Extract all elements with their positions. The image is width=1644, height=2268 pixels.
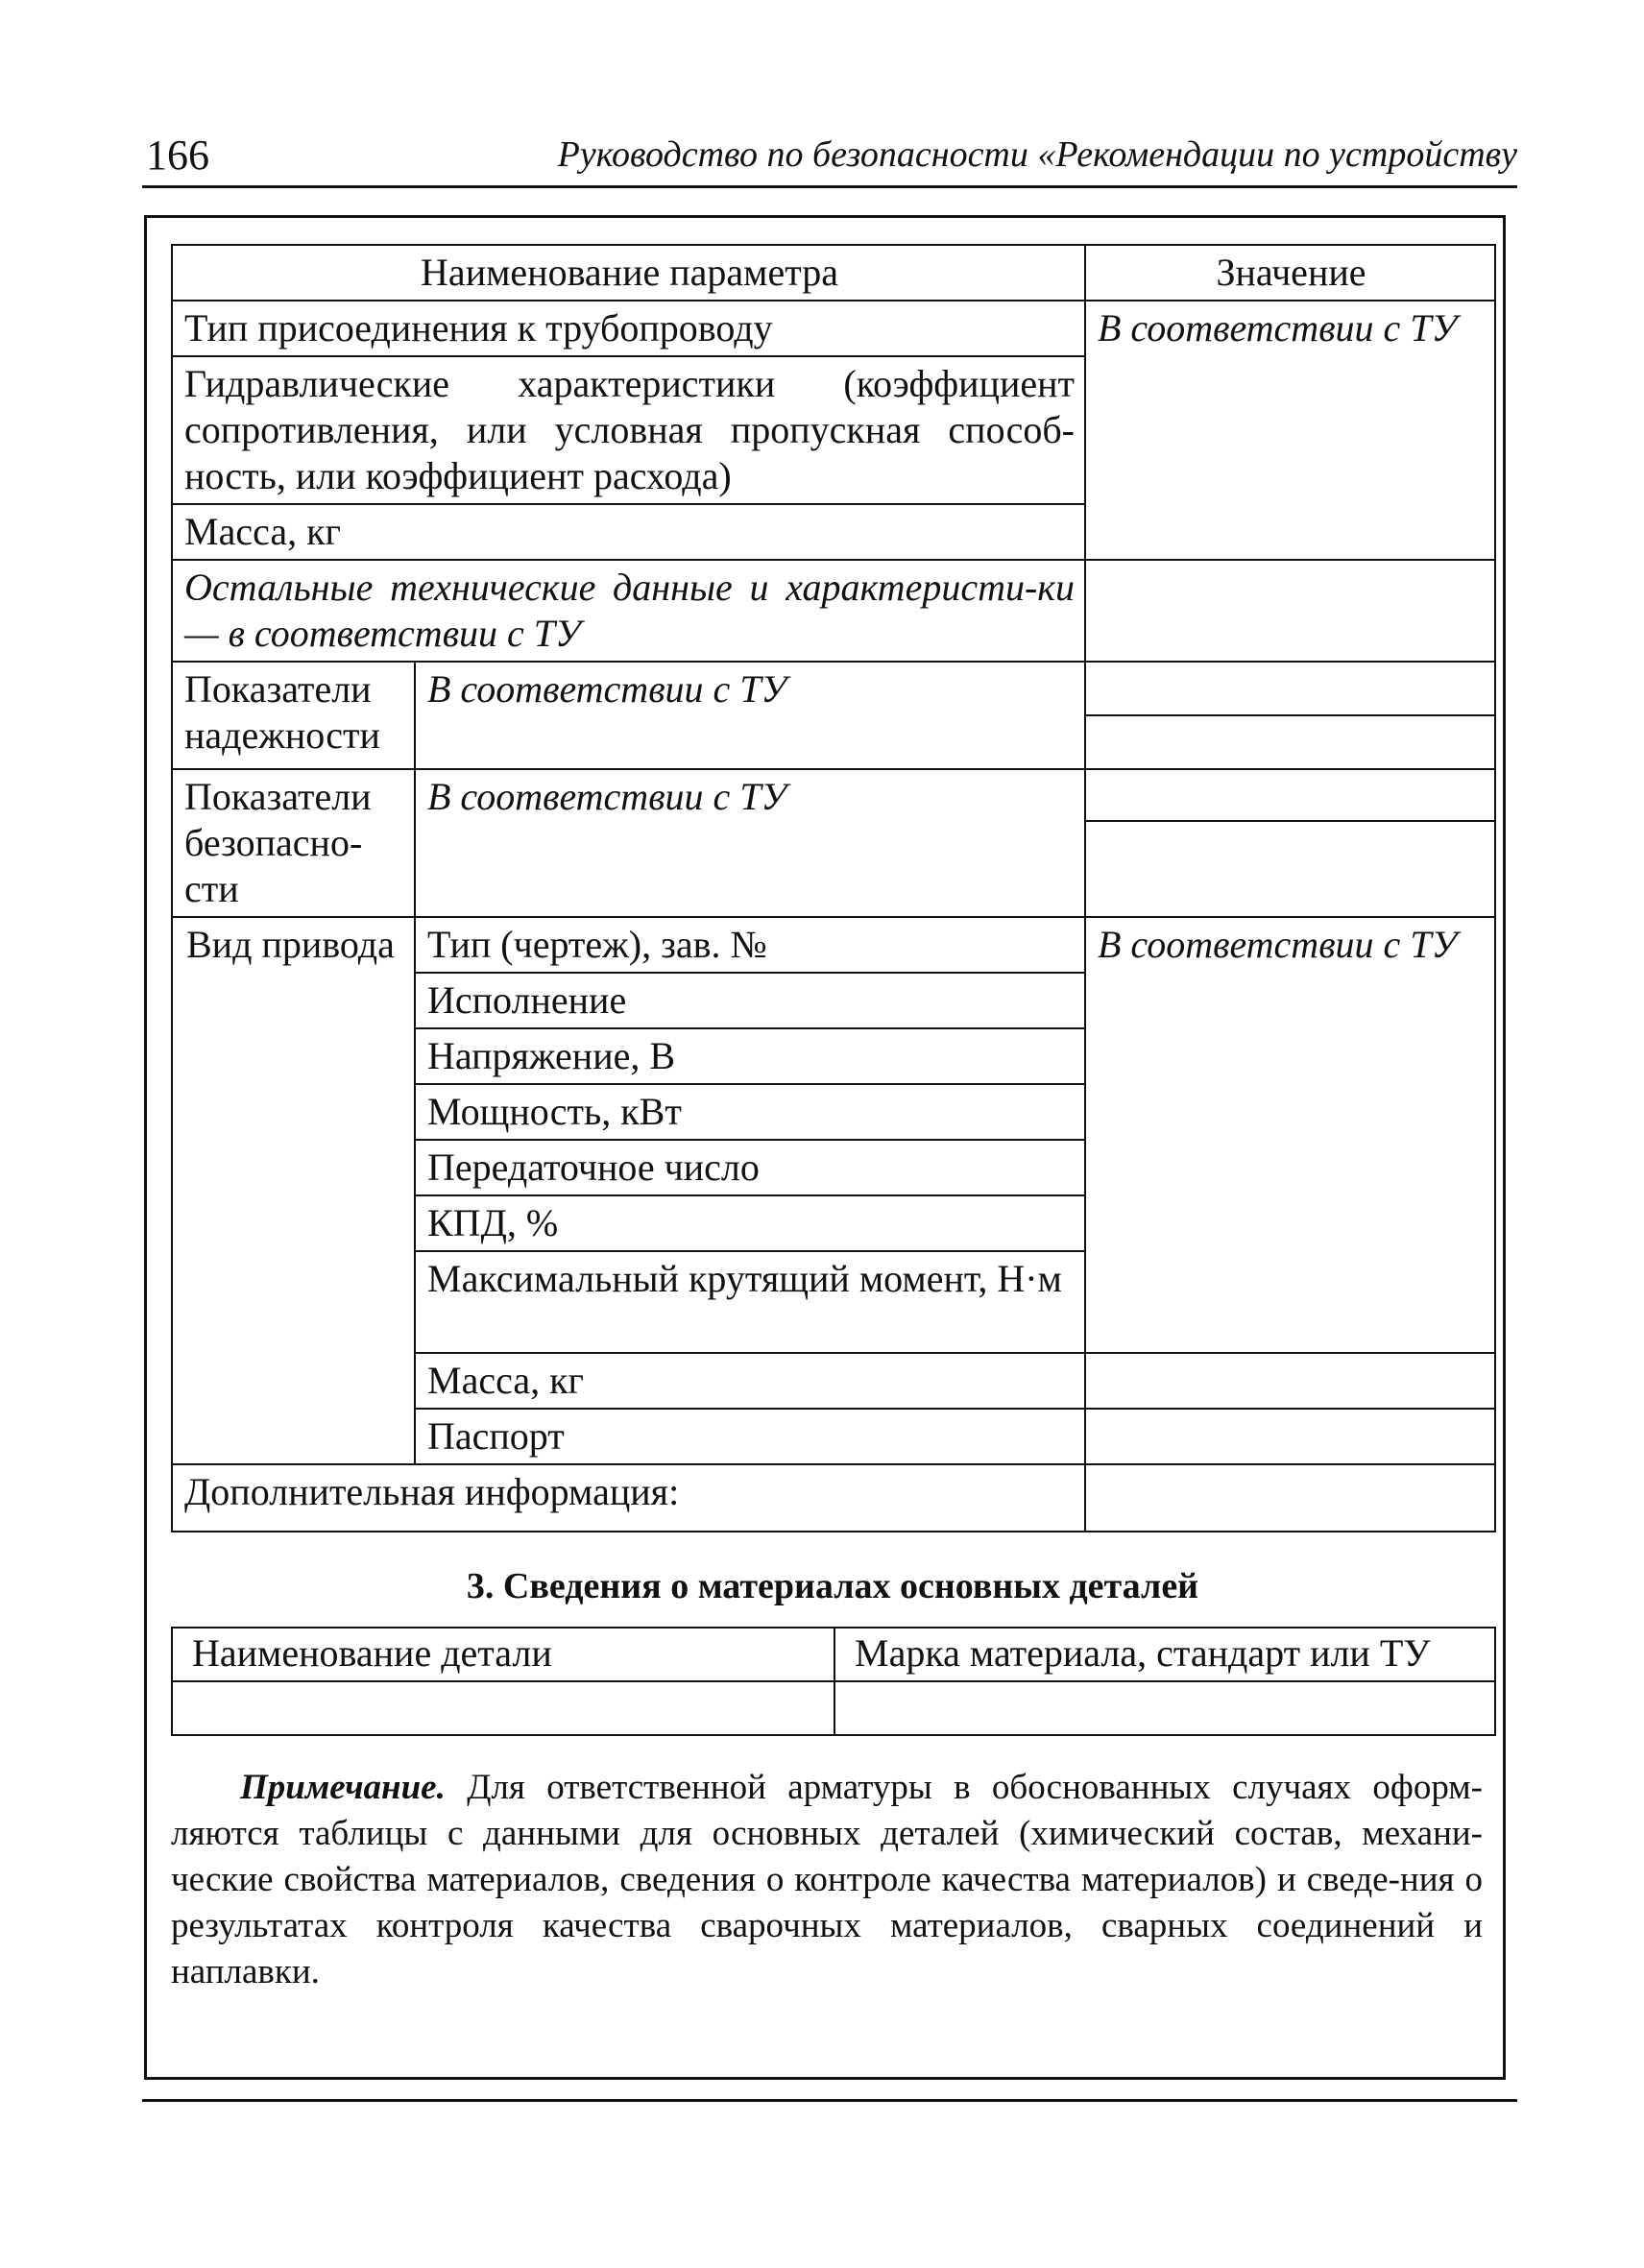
header-part-name: Наименование детали (172, 1628, 834, 1681)
drive-passport-cell: Паспорт (415, 1409, 1085, 1464)
hydraulic-characteristics-cell: Гидравлические характеристики (коэффициент сопротивления, или условная пропускная способ-ность, или коэффициент расхода) (172, 356, 1085, 504)
reliability-value-cell: В соответствии с ТУ (415, 662, 1085, 769)
empty-part-cell (172, 1681, 834, 1735)
table-row (172, 301, 1495, 356)
empty-value-cell (1085, 1464, 1495, 1532)
drive-type-cell: Тип (чертеж), зав. № (415, 917, 1085, 973)
footer-rule (142, 2099, 1517, 2102)
empty-value-cell (1085, 1409, 1495, 1464)
table-header-row (172, 1628, 1495, 1681)
safety-label-cell: Показатели безопасно-сти (172, 769, 415, 917)
empty-value-cell (1085, 715, 1495, 769)
table-row (172, 917, 1495, 973)
note-text: Для ответственной арматуры в обоснованных случаях оформ-ляются таблицы с данными для основных деталей (химический состав, механи-ческие свойства материалов, сведения о контроле качества материалов) и сведе-ния о результатах контроля качества сварочных материалов, сварных соединений и наплавки. (171, 1768, 1483, 1991)
note-paragraph (171, 1765, 1483, 1995)
connection-value-cell: В соответствии с ТУ (1085, 301, 1495, 560)
table-row (172, 1464, 1495, 1532)
safety-value-cell: В соответствии с ТУ (415, 769, 1085, 917)
drive-mass-cell: Масса, кг (415, 1353, 1085, 1409)
materials-section-title: 3. Сведения о материалах основных деталей (466, 1566, 1199, 1606)
table-row (172, 662, 1495, 715)
table-row (172, 1681, 1495, 1735)
table-row (172, 560, 1495, 662)
header-param-name: Наименование параметра (172, 245, 1085, 301)
drive-power-cell: Мощность, кВт (415, 1084, 1085, 1140)
table-row (172, 769, 1495, 821)
additional-info-cell: Дополнительная информация: (172, 1464, 1085, 1532)
empty-value-cell (1085, 769, 1495, 821)
drive-execution-cell: Исполнение (415, 973, 1085, 1028)
note-label: Примечание. (240, 1768, 446, 1807)
header-material-grade: Марка материала, стандарт или ТУ (834, 1628, 1495, 1681)
header-rule (142, 185, 1517, 188)
other-data-cell: Остальные технические данные и характеристи-ки — в соответствии с ТУ (172, 560, 1085, 662)
drive-gear-ratio-cell: Передаточное число (415, 1140, 1085, 1195)
empty-value-cell (1085, 662, 1495, 715)
drive-label-cell: Вид привода (172, 917, 415, 1464)
empty-value-cell (1085, 560, 1495, 662)
header-value: Значение (1085, 245, 1495, 301)
table-header-row (172, 245, 1495, 301)
drive-voltage-cell: Напряжение, В (415, 1028, 1085, 1084)
drive-max-torque-cell: Максимальный крутящий момент, Н·м (415, 1251, 1085, 1353)
drive-efficiency-cell: КПД, % (415, 1195, 1085, 1251)
empty-value-cell (1085, 1353, 1495, 1409)
empty-material-cell (834, 1681, 1495, 1735)
reliability-label-cell: Показатели надежности (172, 662, 415, 769)
drive-value-cell: В соответствии с ТУ (1085, 917, 1495, 1353)
technical-data-table (171, 244, 1496, 1532)
connection-type-cell: Тип присоединения к трубопроводу (172, 301, 1085, 356)
page-number: 166 (146, 132, 209, 179)
running-title: Руководство по безопасности «Рекомендации по устройству (557, 134, 1517, 175)
materials-table (171, 1627, 1496, 1736)
mass-cell: Масса, кг (172, 504, 1085, 560)
empty-value-cell (1085, 821, 1495, 917)
